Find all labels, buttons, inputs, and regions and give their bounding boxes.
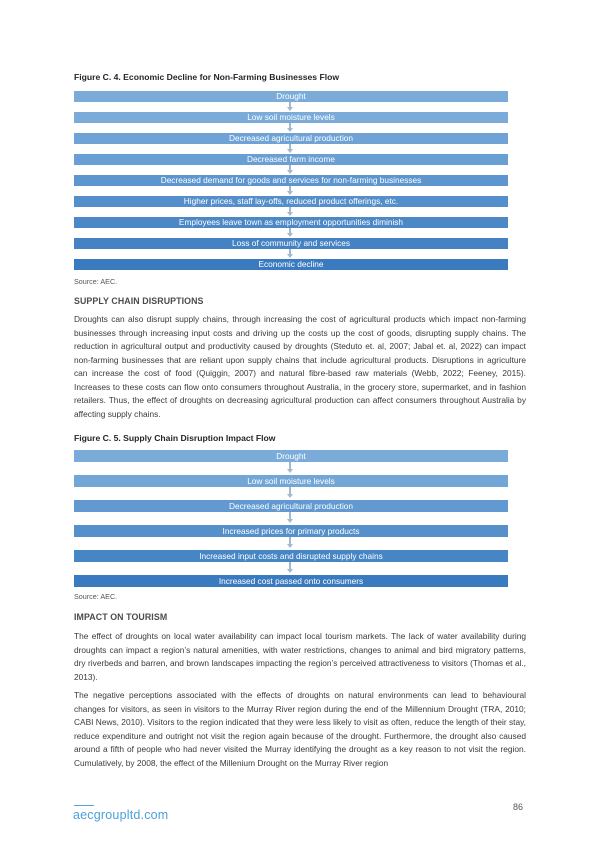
- flow-step: [74, 500, 508, 512]
- flow-step: [74, 450, 508, 462]
- flow-step: [74, 112, 508, 123]
- flow-step-label: Low soil moisture levels: [247, 112, 335, 122]
- figure-c5-title: Figure C. 5. Supply Chain Disruption Impact Flow: [74, 433, 276, 443]
- figure-c4-source: Source: AEC.: [74, 277, 118, 286]
- supply-chain-paragraph: Droughts can also disrupt supply chains, through increasing the cost of agricultural products which impact non-farming businesses through increasing input costs and driving up the costs up the cost of goods, disrupting supply chains. The reduction in agricultural output and productivity caused by droughts (Steduto et. al, 2007; Jabal et. al, 2022) can impact non-farming businesses that are reliant upon supply chains that include agricultural products. Disruptions in agriculture can increase the cost of food (Quiggin, 2007) and natural fibre-based raw materials (Webb, 2022; Feeney, 2015). Increases to these costs can flow onto consumers throughout Australia, in the grocery store, supermarket, and in fashion retailers. Thus, the effect of droughts on decreasing agricultural production can affect consumers throughout Australia by affecting supply chains.: [74, 314, 526, 419]
- flow-step-label: Increased input costs and disrupted supply chains: [199, 551, 383, 561]
- flow-step-label: Drought: [276, 91, 306, 101]
- flow-step-label: Low soil moisture levels: [247, 476, 335, 486]
- flow-step-label: Higher prices, staff lay-offs, reduced product offerings, etc.: [183, 196, 399, 206]
- flow-step: [74, 133, 508, 144]
- flow-step-label: Increased cost passed onto consumers: [218, 576, 364, 586]
- figure-c4-flow: [74, 91, 508, 270]
- tourism-paragraph-1: The effect of droughts on local water availability can impact local tourism markets. The lack of water availability during droughts can impact a region’s natural amenities, with water restrictions, changes to animal and bird migratory patterns, dry riverbeds and barren, and brown landscapes impacting the region’s perceived attractiveness to visitors (Thomas et al., 2013).: [74, 631, 526, 682]
- flow-step-label: Economic decline: [258, 259, 324, 269]
- figure-c5-flow: [74, 450, 508, 587]
- flow-step: [74, 525, 508, 537]
- flow-step-label: Increased prices for primary products: [222, 526, 360, 536]
- figure-c4-title: Figure C. 4. Economic Decline for Non-Farming Businesses Flow: [74, 72, 340, 82]
- flow-step-label: Decreased demand for goods and services for non-farming businesses: [160, 175, 422, 185]
- footer-website-link[interactable]: aecgroupltd.com: [73, 808, 169, 822]
- figure-c5-source: Source: AEC.: [74, 592, 118, 601]
- footer-accent-line: [74, 805, 94, 806]
- tourism-paragraph-2: The negative perceptions associated with the effects of droughts on natural environments can lead to behavioural changes for visitors, as seen in visitors to the Murray River region during the end of the Millennium Drought (TRA, 2010; CABI News, 2010). Visitors to the region indicated that they were less likely to visit as often, reduce the length of their stay, reduce expenditure and outright not visit the region again because of the drought. Furthermore, the drought also caused around a fifth of people who had never visited the Murray identifying the drought as a key reason to not visit the region. Cumulatively, by 2008, the effect of the Millenium Drought on the Murray River region: [74, 690, 526, 768]
- flow-step: [74, 175, 508, 186]
- flow-step: [74, 238, 508, 249]
- flow-step-label: Employees leave town as employment opportunities diminish: [178, 217, 404, 227]
- flow-step: [74, 217, 508, 228]
- flow-step: [74, 575, 508, 587]
- tourism-heading: IMPACT ON TOURISM: [74, 612, 168, 622]
- flow-step-label: Decreased farm income: [246, 154, 336, 164]
- flow-step-label: Loss of community and services: [231, 238, 351, 248]
- flow-step: [74, 196, 508, 207]
- flow-step: [74, 550, 508, 562]
- flow-step: [74, 259, 508, 270]
- page-number: 86: [513, 802, 524, 812]
- flow-step-label: Decreased agricultural production: [228, 501, 354, 511]
- flow-step-label: Decreased agricultural production: [228, 133, 354, 143]
- flow-step-label: Drought: [276, 451, 306, 461]
- flow-step: [74, 475, 508, 487]
- flow-step: [74, 91, 508, 102]
- flow-step: [74, 154, 508, 165]
- supply-chain-heading: SUPPLY CHAIN DISRUPTIONS: [74, 296, 204, 306]
